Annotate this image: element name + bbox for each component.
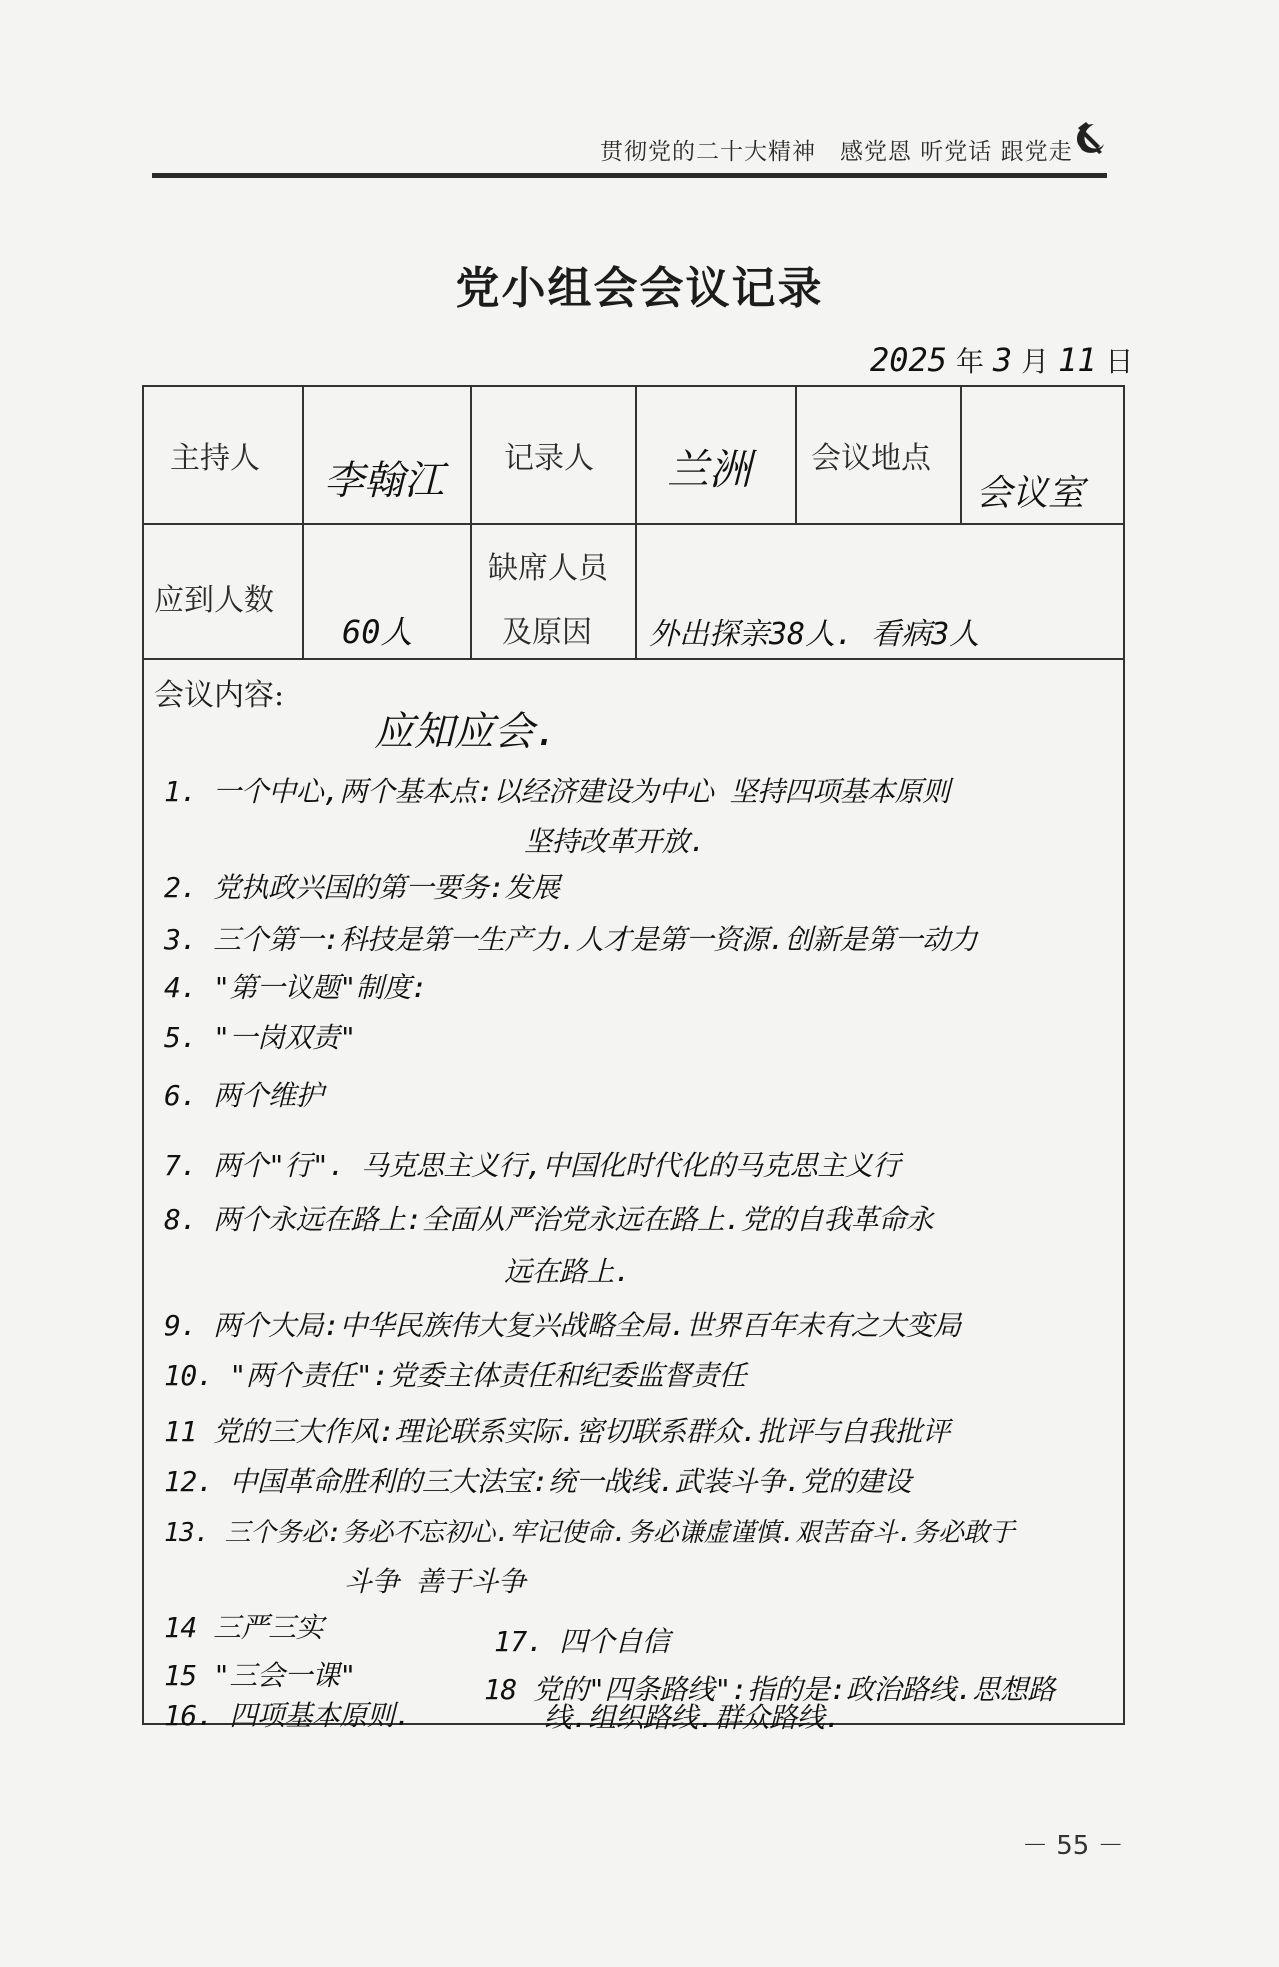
content-line: 12. 中国革命胜利的三大法宝:统一战线.武装斗争.党的建设 <box>164 1465 912 1498</box>
recorder-label-cell <box>472 387 637 525</box>
content-line: 14 三严三实 <box>164 1611 324 1644</box>
host-value: 李翰江 <box>324 458 444 504</box>
location-value-cell <box>962 387 1123 525</box>
location-label: 会议地点 <box>811 441 931 476</box>
recorder-value-cell <box>637 387 797 525</box>
content-line: 2. 党执政兴国的第一要务:发展 <box>164 871 560 904</box>
location-label-cell <box>797 387 962 525</box>
absent-label-line-1: 缺席人员 <box>488 551 608 586</box>
content-line: 8. 两个永远在路上:全面从严治党永远在路上.党的自我革命永 <box>164 1203 934 1236</box>
content-line: 6. 两个维护 <box>164 1079 324 1112</box>
date-month: 3 <box>992 341 1013 379</box>
date-month-unit: 月 <box>1021 345 1050 378</box>
content-line: 18 党的"四条路线":指的是:政治路线.思想路 <box>484 1673 1055 1706</box>
content-line: 9. 两个大局:中华民族伟大复兴战略全局.世界百年未有之大变局 <box>164 1309 961 1342</box>
absent-value-cell <box>637 525 1123 660</box>
date-day: 11 <box>1057 341 1097 379</box>
host-value-cell <box>304 387 472 525</box>
content-line: 3. 三个第一:科技是第一生产力.人才是第一资源.创新是第一动力 <box>164 923 978 956</box>
content-line: 17. 四个自信 <box>494 1625 670 1658</box>
absent-label-line-2: 及原因 <box>502 615 592 650</box>
content-line: 16. 四项基本原则. <box>164 1699 411 1732</box>
recorder-label: 记录人 <box>504 441 594 476</box>
host-label: 主持人 <box>170 441 260 476</box>
content-line: 10. "两个责任":党委主体责任和纪委监督责任 <box>164 1359 747 1392</box>
content-area <box>144 660 1123 1734</box>
recorder-value: 兰洲 <box>667 445 752 494</box>
absent-value: 外出探亲38人. 看病3人 <box>649 617 980 652</box>
page-number: － 55 － <box>1022 1831 1124 1861</box>
date-day-unit: 日 <box>1105 345 1134 378</box>
meeting-record-form <box>142 385 1125 1734</box>
expected-value-cell <box>304 525 472 660</box>
absent-label-cell <box>472 525 637 660</box>
expected-label: 应到人数 <box>154 583 274 618</box>
date-year-unit: 年 <box>955 345 984 378</box>
expected-value: 60人 <box>342 613 413 651</box>
content-line: 1. 一个中心,两个基本点:以经济建设为中心 坚持四项基本原则 <box>164 775 950 808</box>
content-label: 会议内容: <box>154 678 285 713</box>
content-line: 13. 三个务必:务必不忘初心.牢记使命.务必谦虚谨慎.艰苦奋斗.务必敢于 <box>164 1518 1015 1548</box>
content-line: 15 "三会一课" <box>164 1659 356 1692</box>
content-heading: 应知应会. <box>374 709 559 755</box>
location-value: 会议室 <box>976 473 1085 514</box>
content-line: 7. 两个"行". 马克思主义行,中国化时代化的马克思主义行 <box>164 1149 900 1182</box>
date-line <box>870 340 1133 380</box>
content-line: 线.组织路线.群众路线. <box>544 1701 841 1734</box>
host-label-cell <box>144 387 304 525</box>
content-line: 4. "第一议题"制度: <box>164 971 428 1004</box>
content-line: 坚持改革开放. <box>524 825 706 858</box>
content-line: 斗争 善于斗争 <box>344 1565 526 1598</box>
header-slogan: 贯彻党的二十大精神 感党恩 听党话 跟党走 <box>600 139 1073 165</box>
date-year: 2025 <box>870 341 948 379</box>
expected-label-cell <box>144 525 304 660</box>
content-line: 远在路上. <box>504 1255 631 1288</box>
content-line: 5. "一岗双责" <box>164 1021 356 1054</box>
content-line: 11 党的三大作风:理论联系实际.密切联系群众.批评与自我批评 <box>164 1415 950 1448</box>
hammer-sickle-icon <box>1070 118 1110 158</box>
document-title: 党小组会会议记录 <box>455 263 824 314</box>
header-rule <box>152 173 1107 178</box>
